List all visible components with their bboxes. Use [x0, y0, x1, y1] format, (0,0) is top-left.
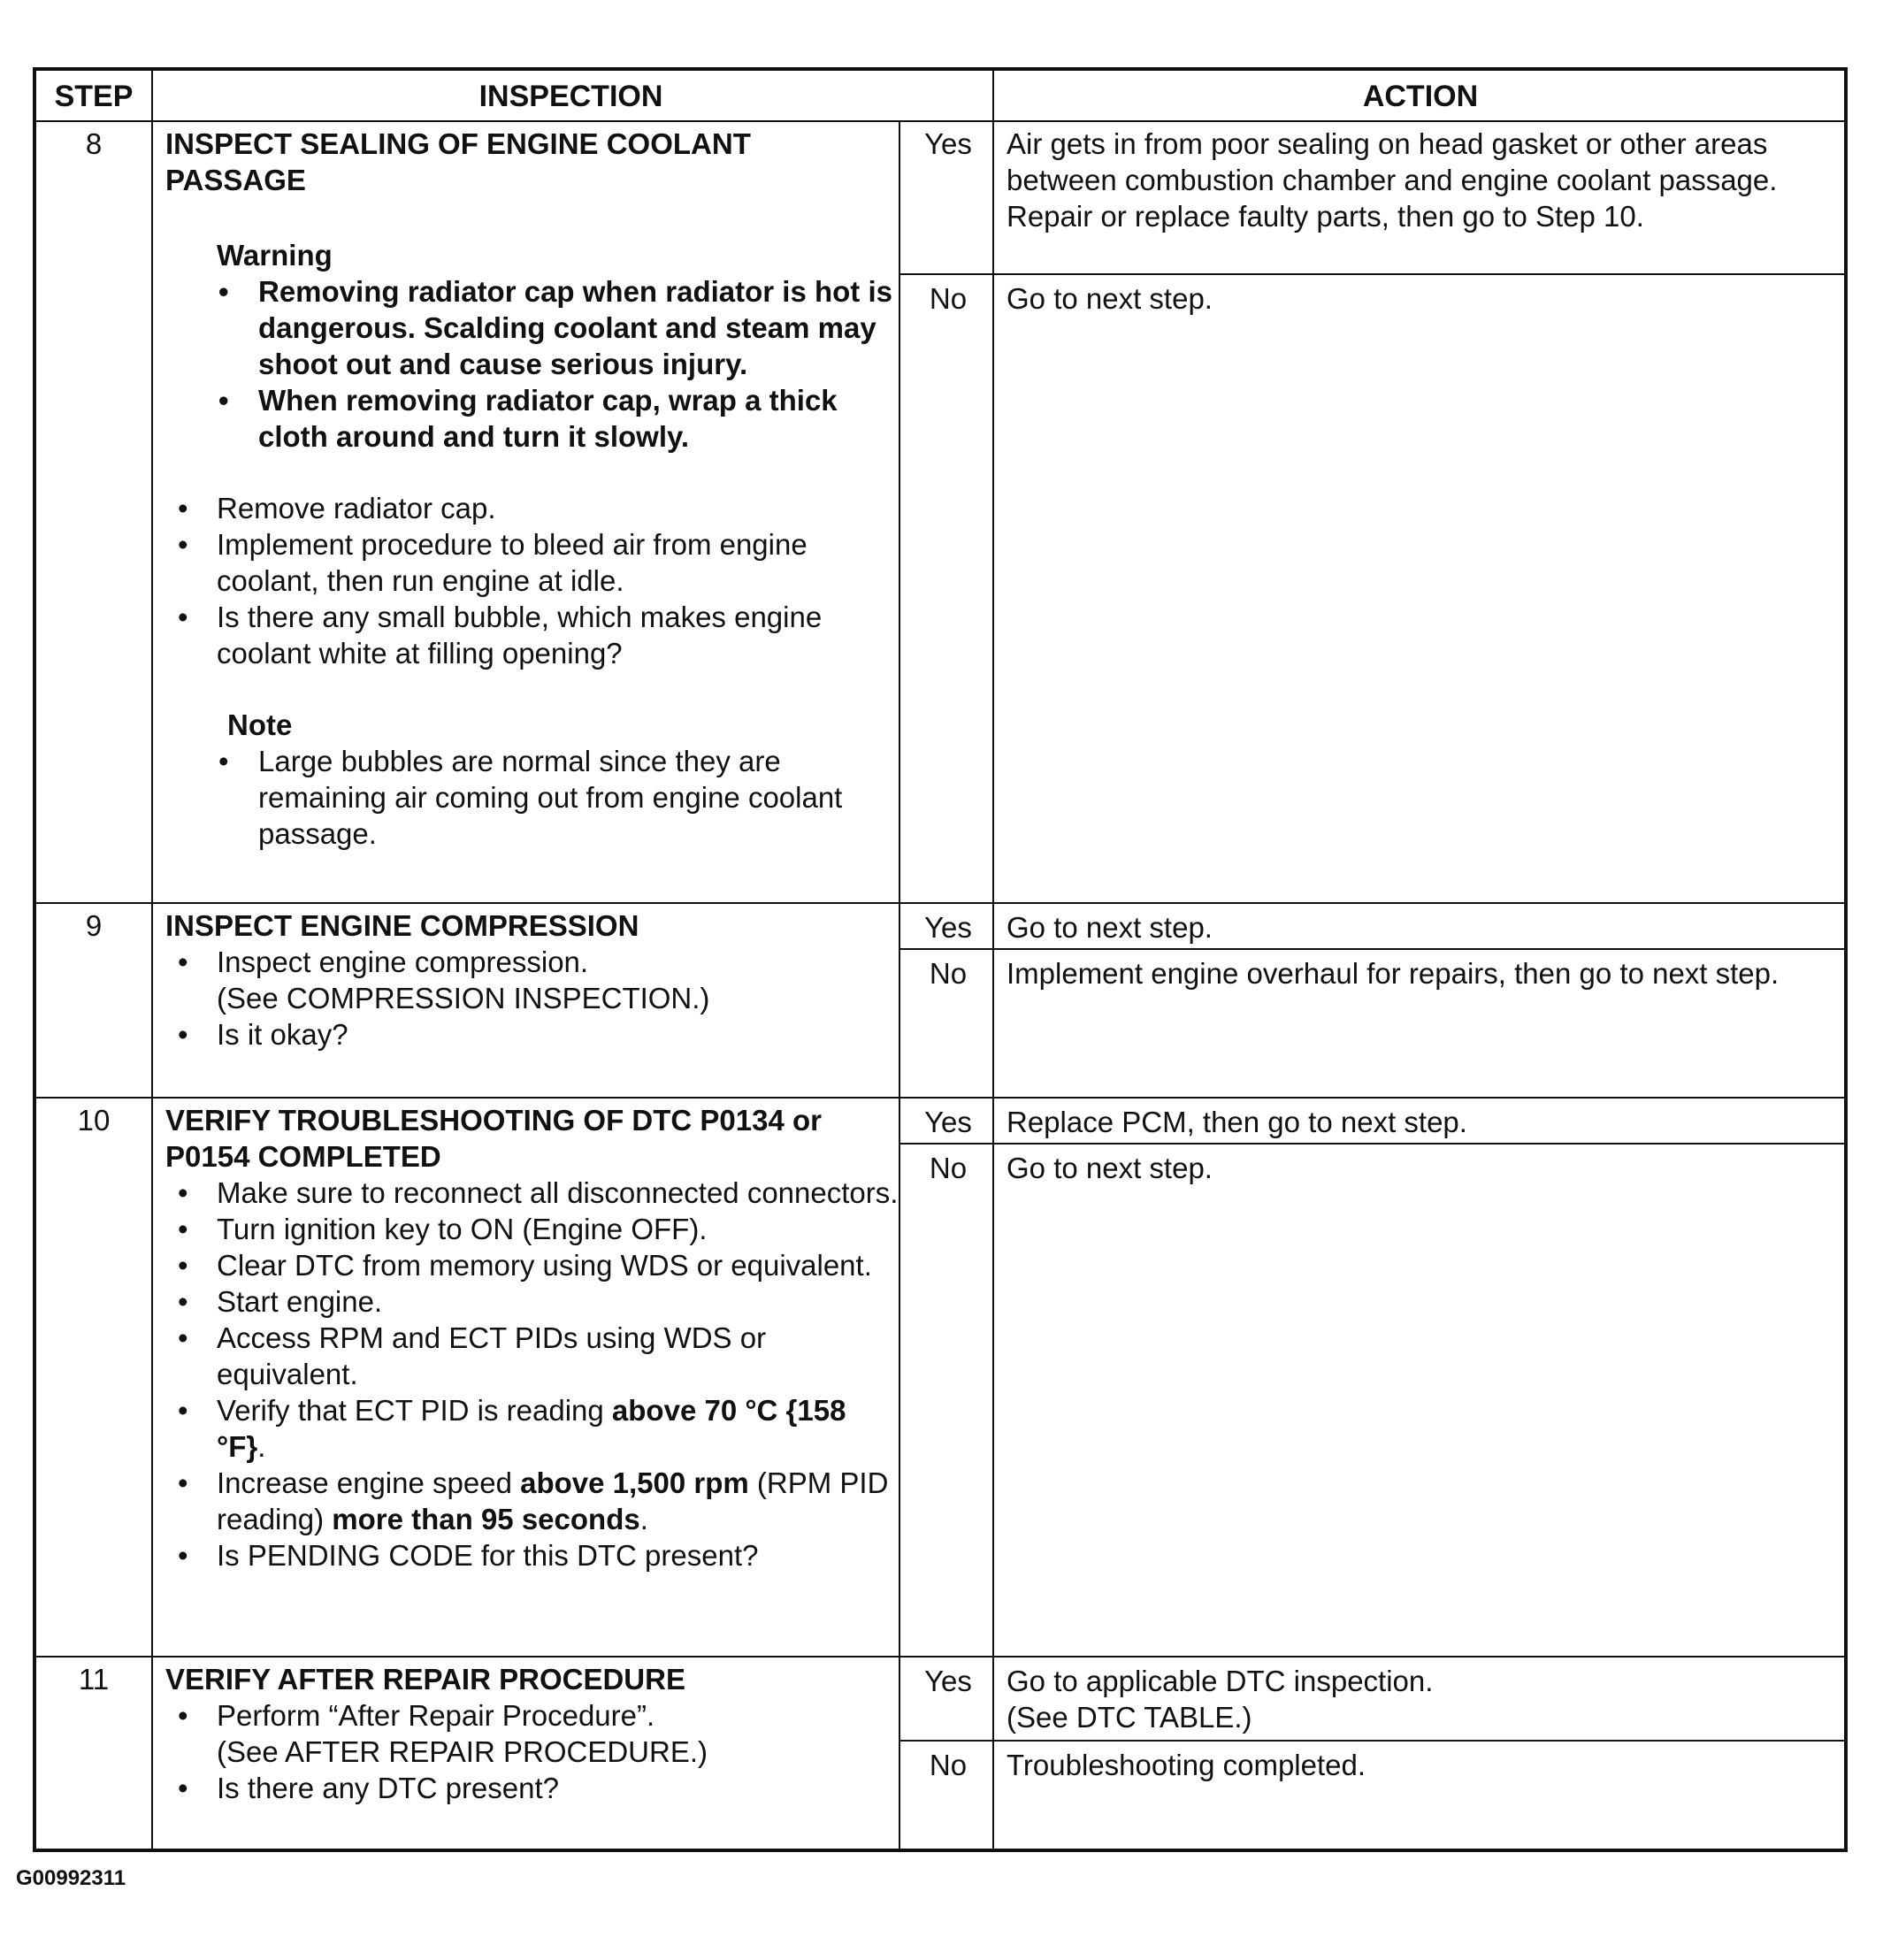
step-number: 9	[85, 909, 103, 942]
list-item: • Is there any DTC present?	[165, 1770, 900, 1806]
row11-yes-no-divider	[899, 1740, 1844, 1742]
list-item-text: .	[639, 1503, 648, 1535]
row-divider-9-10	[36, 1097, 1844, 1099]
list-item-text: Inspect engine compression.	[217, 946, 589, 978]
list-item: • Removing radiator cap when radiator is hot is dangerous. Scalding coolant and steam may shoot out and cause serious injury.	[165, 273, 900, 382]
column-divider-step	[151, 71, 153, 1849]
list-item: • Is there any small bubble, which makes engine coolant white at filling opening?	[165, 599, 900, 671]
procedure-list	[165, 490, 900, 671]
step-title: VERIFY TROUBLESHOOTING OF DTC P0134 or P0154 COMPLETED	[165, 1104, 823, 1173]
list-item: • Access RPM and ECT PIDs using WDS or equivalent.	[165, 1320, 900, 1392]
duration-threshold: more than 95 seconds	[332, 1503, 640, 1535]
note-list	[165, 743, 900, 852]
ect-threshold: above 70 °C {158 °F}	[217, 1394, 846, 1463]
row8-yes-no-divider	[899, 273, 1844, 275]
list-item: • Remove radiator cap.	[165, 490, 900, 526]
yes-label: Yes	[924, 911, 972, 944]
list-item-text: (See AFTER REPAIR PROCEDURE.)	[217, 1735, 708, 1768]
yes-label: Yes	[924, 1106, 972, 1138]
list-item: • Is PENDING CODE for this DTC present?	[165, 1537, 900, 1573]
step-title-cont: PASSAGE	[165, 164, 306, 196]
note-label: Note	[227, 708, 293, 741]
yes-action: Go to next step.	[1007, 911, 1213, 944]
list-item: • Make sure to reconnect all disconnected connectors.	[165, 1175, 900, 1211]
list-item	[165, 1392, 900, 1465]
list-item: • Start engine.	[165, 1283, 900, 1320]
yes-label: Yes	[924, 127, 972, 160]
header-action: ACTION	[1362, 80, 1479, 113]
troubleshooting-table	[33, 67, 1848, 1852]
step-number: 10	[77, 1104, 111, 1137]
step11-inspection	[155, 1661, 900, 1806]
step-title: INSPECT SEALING OF ENGINE COOLANT	[165, 127, 751, 160]
row-divider-10-11	[36, 1656, 1844, 1658]
list-item: • Is it okay?	[165, 1016, 900, 1053]
list-item	[165, 1697, 900, 1770]
step-number: 11	[78, 1663, 110, 1696]
list-item: • Clear DTC from memory using WDS or equivalent.	[165, 1247, 900, 1283]
procedure-list	[165, 1697, 900, 1806]
list-item: • Turn ignition key to ON (Engine OFF).	[165, 1211, 900, 1247]
yes-action: Replace PCM, then go to next step.	[1007, 1106, 1467, 1138]
no-label: No	[929, 957, 968, 990]
action-text: Repair or replace faulty parts, then go to Step 10.	[1007, 200, 1644, 233]
list-item-text: Perform “After Repair Procedure”.	[217, 1699, 655, 1732]
list-item: • Implement procedure to bleed air from engine coolant, then run engine at idle.	[165, 526, 900, 599]
list-item-text: .	[257, 1430, 266, 1463]
header-inspection: INSPECTION	[478, 80, 663, 113]
list-item-text: (RPM PID reading)	[217, 1466, 889, 1535]
step8-inspection	[155, 126, 900, 852]
no-action: Go to next step.	[1007, 1152, 1213, 1184]
list-item	[165, 1465, 900, 1537]
warning-list	[165, 273, 900, 455]
no-label: No	[929, 1749, 968, 1781]
yes-action	[996, 126, 1845, 234]
no-action: Troubleshooting completed.	[1007, 1749, 1366, 1781]
step9-inspection	[155, 907, 900, 1053]
step10-inspection	[155, 1102, 900, 1573]
no-action: Implement engine overhaul for repairs, then go to next step.	[1007, 957, 1780, 990]
no-action: Go to next step.	[1007, 282, 1213, 315]
list-item-text: (See COMPRESSION INSPECTION.)	[217, 982, 710, 1014]
list-item: • Large bubbles are normal since they are remaining air coming out from engine coolant passage.	[165, 743, 900, 852]
procedure-list	[165, 944, 900, 1053]
rpm-threshold: above 1,500 rpm	[520, 1466, 749, 1499]
step-title: INSPECT ENGINE COMPRESSION	[165, 909, 639, 942]
row-divider-8-9	[36, 902, 1844, 904]
list-item: • When removing radiator cap, wrap a thick cloth around and turn it slowly.	[165, 382, 900, 455]
action-text: Go to applicable DTC inspection.	[1007, 1665, 1434, 1697]
list-item-text: Increase engine speed	[217, 1466, 521, 1499]
procedure-list	[165, 1175, 900, 1573]
list-item	[165, 944, 900, 1016]
step-number: 8	[85, 127, 103, 160]
action-text: Air gets in from poor sealing on head gasket or other areas between combustion chamber and engine coolant passage.	[1007, 127, 1778, 196]
yes-label: Yes	[924, 1665, 972, 1697]
warning-label: Warning	[217, 239, 333, 272]
step-title: VERIFY AFTER REPAIR PROCEDURE	[165, 1663, 685, 1696]
action-text: (See DTC TABLE.)	[1007, 1701, 1252, 1734]
yes-action	[996, 1663, 1845, 1735]
list-item-text: Verify that ECT PID is reading	[217, 1394, 612, 1427]
row10-yes-no-divider	[899, 1143, 1844, 1145]
no-label: No	[929, 1152, 968, 1184]
header-step: STEP	[54, 80, 134, 113]
figure-code: G00992311	[16, 1866, 126, 1890]
row9-yes-no-divider	[899, 948, 1844, 950]
no-label: No	[929, 282, 968, 315]
